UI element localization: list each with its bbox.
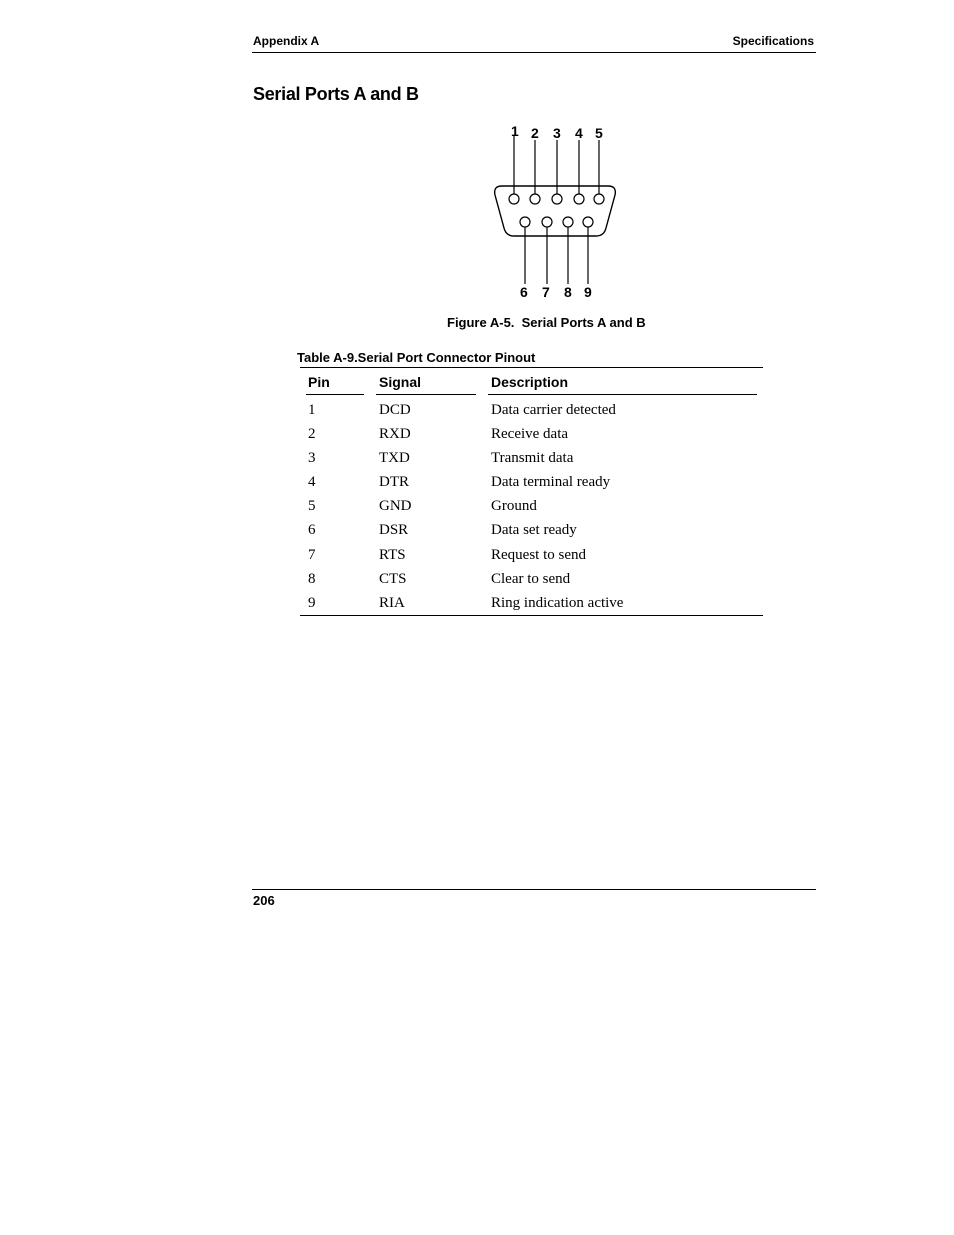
pin-cell: 5 (308, 498, 316, 514)
section-title: Serial Ports A and B (253, 84, 419, 104)
pin-label-9: 9 (584, 284, 592, 300)
pin-cell: 2 (308, 426, 316, 442)
pin-cell: 6 (308, 522, 316, 538)
signal-cell: RTS (379, 547, 406, 563)
pin-cell: 1 (308, 402, 316, 418)
header-underline-description (488, 394, 757, 395)
pin-7-hole (542, 217, 552, 227)
signal-cell: DCD (379, 402, 411, 418)
pin-cell: 8 (308, 571, 316, 587)
footer-rule (252, 889, 816, 890)
table-row (0, 571, 954, 595)
pin-3-hole (552, 194, 562, 204)
pin-1-hole (509, 194, 519, 204)
description-cell: Ground (491, 498, 537, 514)
pin-label-8: 8 (564, 284, 572, 300)
pin-cell: 4 (308, 474, 316, 490)
header-underline-pin (306, 394, 364, 395)
pin-cell: 7 (308, 547, 316, 563)
pin-4-hole (574, 194, 584, 204)
pin-label-2: 2 (531, 125, 539, 141)
description-cell: Request to send (491, 547, 586, 563)
pin-6-hole (520, 217, 530, 227)
table-row (0, 450, 954, 474)
header-rule (252, 52, 816, 53)
table-row (0, 474, 954, 498)
table-row (0, 426, 954, 450)
signal-cell: TXD (379, 450, 410, 466)
description-cell: Data terminal ready (491, 474, 611, 490)
pin-8-hole (563, 217, 573, 227)
running-header-right: Specifications (732, 34, 814, 48)
table-top-rule (300, 367, 763, 368)
signal-cell: DTR (379, 474, 409, 490)
column-header-description: Description (491, 374, 569, 390)
db9-connector-diagram (480, 118, 640, 308)
table-row (0, 498, 954, 522)
pin-cell: 9 (308, 595, 316, 611)
table-bottom-rule (300, 615, 763, 616)
signal-cell: CTS (379, 571, 407, 587)
pin-9-hole (583, 217, 593, 227)
signal-cell: RXD (379, 426, 411, 442)
description-cell: Ring indication active (491, 595, 624, 611)
description-cell: Data carrier detected (491, 402, 616, 418)
pin-label-4: 4 (575, 125, 583, 141)
description-cell: Receive data (491, 426, 569, 442)
pin-label-5: 5 (595, 125, 603, 141)
pin-cell: 3 (308, 450, 316, 466)
pin-2-hole (530, 194, 540, 204)
pin-label-3: 3 (553, 125, 561, 141)
header-underline-signal (376, 394, 476, 395)
signal-cell: DSR (379, 522, 409, 538)
description-cell: Data set ready (491, 522, 577, 538)
description-cell: Clear to send (491, 571, 571, 587)
table-row (0, 402, 954, 426)
pin-label-7: 7 (542, 284, 550, 300)
connector-shell (495, 186, 616, 236)
top-pin-row (509, 136, 604, 204)
description-cell: Transmit data (491, 450, 574, 466)
pin-5-hole (594, 194, 604, 204)
column-header-signal: Signal (379, 374, 422, 390)
signal-cell: RIA (379, 595, 405, 611)
signal-cell: GND (379, 498, 412, 514)
running-header-left: Appendix A (253, 34, 320, 48)
column-header-pin: Pin (308, 374, 330, 390)
page-number: 206 (253, 893, 275, 908)
table-caption: Table A-9.Serial Port Connector Pinout (297, 350, 536, 365)
bottom-pin-row (520, 217, 593, 284)
pin-label-6: 6 (520, 284, 528, 300)
pin-label-1: 1 (511, 123, 519, 139)
figure-caption: Figure A-5. Serial Ports A and B (447, 315, 646, 330)
table-row (0, 522, 954, 546)
table-row (0, 547, 954, 571)
